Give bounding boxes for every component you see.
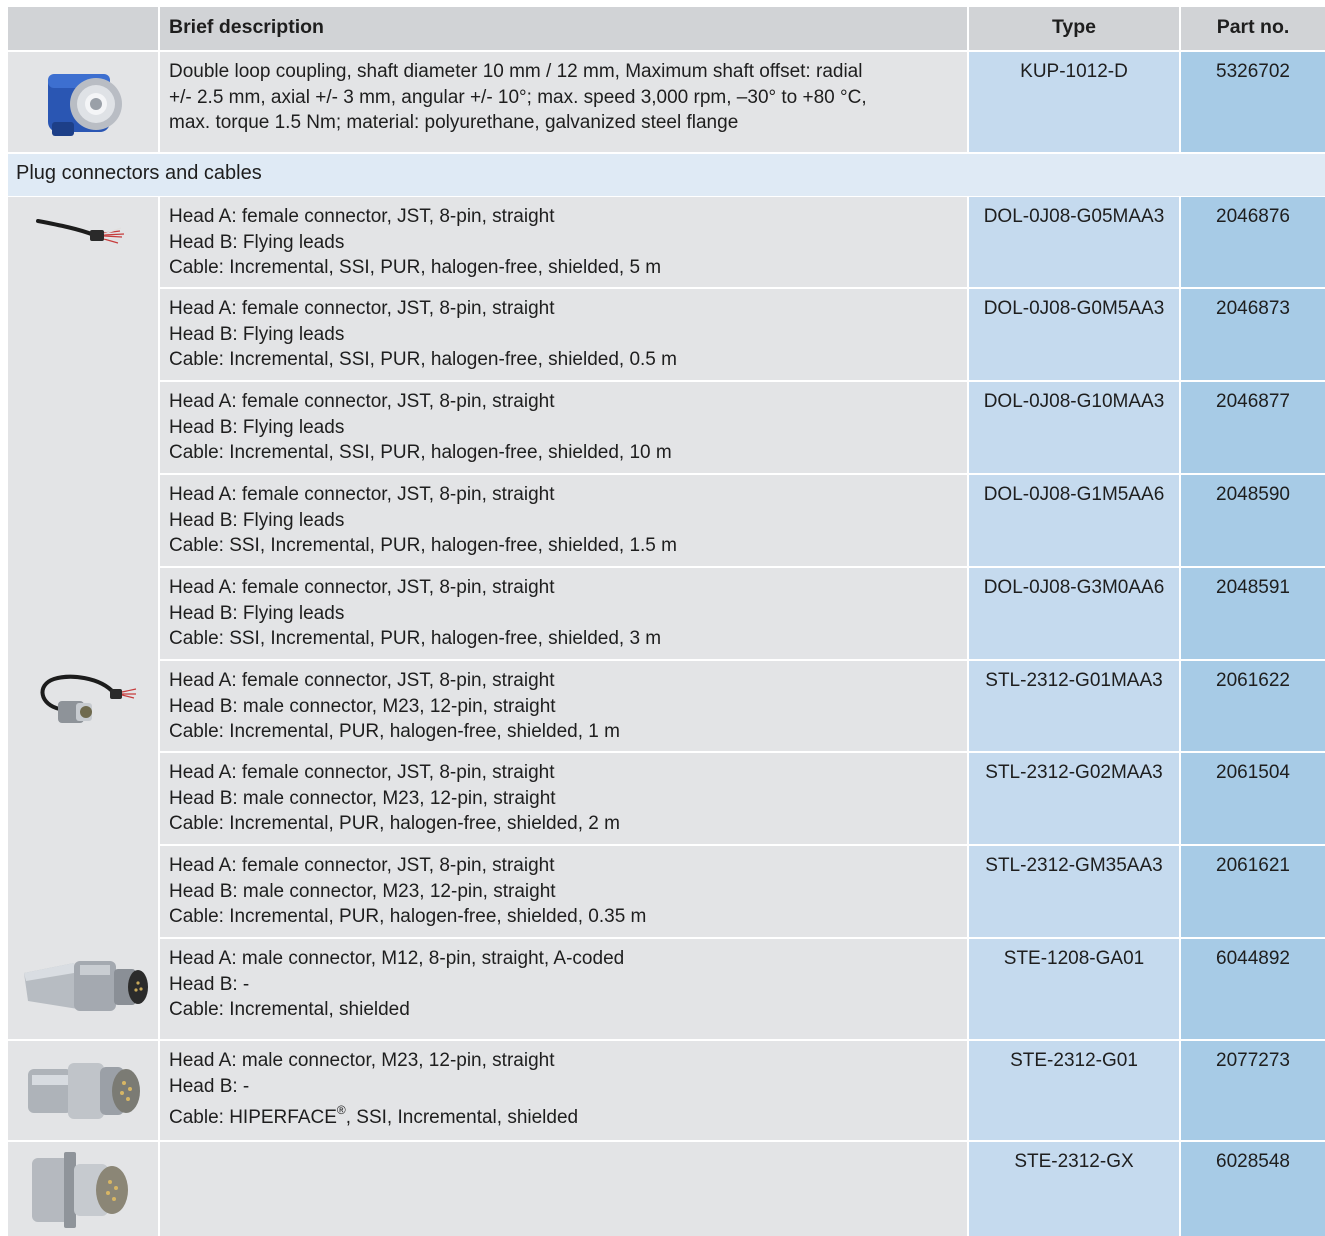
row-type: DOL-0J08-G0M5AA3 xyxy=(969,289,1179,380)
description-line: Head A: female connector, JST, 8-pin, straight xyxy=(169,577,555,598)
registered-mark: ® xyxy=(336,1102,346,1117)
table-row xyxy=(8,289,1325,380)
description-line: Head B: - xyxy=(169,1075,250,1097)
section-heading: Plug connectors and cables xyxy=(8,154,1325,196)
table-row xyxy=(8,753,1325,844)
header-image-cell xyxy=(8,7,158,50)
row-description xyxy=(160,197,967,287)
row-description xyxy=(160,661,967,751)
blue-coupling-photo xyxy=(40,64,130,142)
table-row xyxy=(8,1041,1325,1140)
cable-text-a: Cable: HIPERFACE xyxy=(169,1107,337,1128)
table-row xyxy=(8,661,1325,751)
coupling-image-cell xyxy=(8,52,158,152)
description-line: Cable: SSI, Incremental, PUR, halogen-free, shielded, 3 m xyxy=(169,628,662,649)
coupling-type: KUP-1012-D xyxy=(969,52,1179,152)
row-description xyxy=(160,1041,967,1140)
description-line: Cable: Incremental, SSI, PUR, halogen-free, shielded, 0.5 m xyxy=(169,349,677,370)
description-line: Head B: Flying leads xyxy=(169,509,345,531)
row-part-no: 6028548 xyxy=(1181,1142,1325,1236)
table-row xyxy=(8,939,1325,1039)
description-line: Head B: Flying leads xyxy=(169,602,345,624)
description-line: Double loop coupling, shaft diameter 10 mm / 12 mm, Maximum shaft offset: radial xyxy=(169,61,863,82)
row-part-no: 2046876 xyxy=(1181,197,1325,287)
header-description: Brief description xyxy=(160,7,967,50)
description-line: Head B: Flying leads xyxy=(169,416,345,438)
row-part-no: 2061504 xyxy=(1181,753,1325,844)
description-line: +/- 2.5 mm, axial +/- 3 mm, angular +/- 10°; max. speed 3,000 rpm, –30° to +80 °C, xyxy=(169,86,867,108)
description-line: Head A: female connector, JST, 8-pin, straight xyxy=(169,391,555,412)
row-type: STE-2312-G01 xyxy=(969,1041,1179,1140)
description-line: Cable: Incremental, PUR, halogen-free, shielded, 2 m xyxy=(169,813,620,834)
cable-text-b: , SSI, Incremental, shielded xyxy=(345,1107,579,1128)
description-line: Head A: female connector, JST, 8-pin, straight xyxy=(169,298,555,319)
description-line: Head B: Flying leads xyxy=(169,231,345,253)
description-line: Head B: male connector, M23, 12-pin, straight xyxy=(169,787,556,809)
description-line: Cable: Incremental, SSI, PUR, halogen-free, shielded, 5 m xyxy=(169,257,662,278)
row-type: DOL-0J08-G10MAA3 xyxy=(969,382,1179,473)
row-type: STE-2312-GX xyxy=(969,1142,1179,1236)
description-line: Head A: female connector, JST, 8-pin, straight xyxy=(169,762,555,783)
description-line-cable xyxy=(169,1102,958,1131)
row-description xyxy=(160,1142,967,1236)
description-line: Head A: male connector, M23, 12-pin, straight xyxy=(169,1050,555,1071)
coupling-description xyxy=(160,52,967,152)
table-row xyxy=(8,846,1325,937)
row-part-no: 2077273 xyxy=(1181,1041,1325,1140)
description-line: Head B: male connector, M23, 12-pin, straight xyxy=(169,695,556,717)
table-row xyxy=(8,475,1325,566)
row-description xyxy=(160,846,967,937)
description-line: Cable: Incremental, SSI, PUR, halogen-free, shielded, 10 m xyxy=(169,442,672,463)
row-description xyxy=(160,382,967,473)
description-line: Cable: Incremental, shielded xyxy=(169,999,410,1020)
row-description xyxy=(160,289,967,380)
description-line: max. torque 1.5 Nm; material: polyurethane, galvanized steel flange xyxy=(169,112,739,133)
row-part-no: 2061621 xyxy=(1181,846,1325,937)
table-row xyxy=(8,1142,1325,1236)
table-header xyxy=(8,7,1325,50)
row-part-no: 2061622 xyxy=(1181,661,1325,751)
row-type: STL-2312-GM35AA3 xyxy=(969,846,1179,937)
row-description xyxy=(160,568,967,659)
table-row xyxy=(8,197,1325,287)
row-part-no: 2048590 xyxy=(1181,475,1325,566)
table-row-coupling xyxy=(8,52,1325,152)
description-line: Head A: female connector, JST, 8-pin, straight xyxy=(169,484,555,505)
row-part-no: 2046877 xyxy=(1181,382,1325,473)
row-type: STE-1208-GA01 xyxy=(969,939,1179,1039)
description-line: Head A: female connector, JST, 8-pin, straight xyxy=(169,855,555,876)
row-type: STL-2312-G01MAA3 xyxy=(969,661,1179,751)
description-line: Head B: - xyxy=(169,973,250,995)
description-line: Cable: Incremental, PUR, halogen-free, shielded, 0.35 m xyxy=(169,906,647,927)
row-description xyxy=(160,939,967,1039)
coupling-part-no: 5326702 xyxy=(1181,52,1325,152)
row-type: STL-2312-G02MAA3 xyxy=(969,753,1179,844)
table-row xyxy=(8,382,1325,473)
description-line: Head B: male connector, M23, 12-pin, straight xyxy=(169,880,556,902)
row-description xyxy=(160,753,967,844)
description-line: Head A: male connector, M12, 8-pin, straight, A-coded xyxy=(169,948,625,969)
row-part-no: 2046873 xyxy=(1181,289,1325,380)
description-line: Cable: SSI, Incremental, PUR, halogen-free, shielded, 1.5 m xyxy=(169,535,677,556)
table-row xyxy=(8,568,1325,659)
description-line: Head A: female connector, JST, 8-pin, straight xyxy=(169,206,555,227)
row-type: DOL-0J08-G05MAA3 xyxy=(969,197,1179,287)
row-part-no: 6044892 xyxy=(1181,939,1325,1039)
header-part-no: Part no. xyxy=(1181,7,1325,50)
header-type: Type xyxy=(969,7,1179,50)
description-line: Head A: female connector, JST, 8-pin, straight xyxy=(169,670,555,691)
row-type: DOL-0J08-G3M0AA6 xyxy=(969,568,1179,659)
row-part-no: 2048591 xyxy=(1181,568,1325,659)
row-type: DOL-0J08-G1M5AA6 xyxy=(969,475,1179,566)
description-line: Head B: Flying leads xyxy=(169,323,345,345)
row-description xyxy=(160,475,967,566)
description-line: Cable: Incremental, PUR, halogen-free, shielded, 1 m xyxy=(169,721,620,742)
